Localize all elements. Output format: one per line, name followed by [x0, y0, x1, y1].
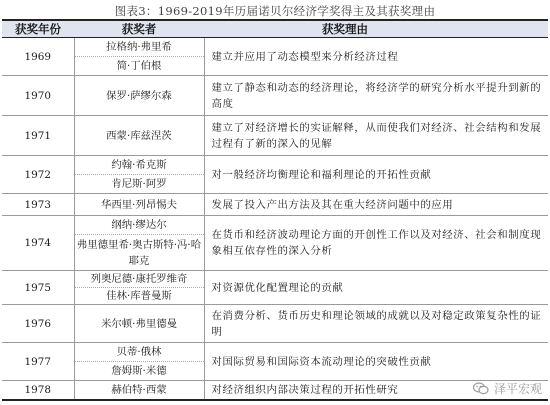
winner-cell: 弗里德里希·奥古斯特·冯·哈耶克 [74, 235, 204, 271]
table-row [2, 305, 548, 343]
header-winner: 获奖者 [74, 20, 204, 38]
winner-cell: 詹姆斯·米德 [74, 362, 204, 381]
table-row [2, 381, 548, 400]
table-row [2, 194, 548, 216]
year-cell: 1972 [2, 156, 74, 194]
winner-cell: 贝蒂·俄林 [74, 343, 204, 362]
table-row [2, 76, 548, 116]
reason-cell: 在货币和经济波动理论方面的开创性工作以及对经济、社会和制度现象相互依存性的深入分析 [204, 216, 548, 271]
wechat-icon [473, 382, 489, 395]
year-cell: 1975 [2, 271, 74, 305]
year-cell: 1971 [2, 116, 74, 156]
reason-cell: 建立了静态和动态的经济理论，将经济学的研究分析水平提升到新的高度 [204, 76, 548, 116]
table-row [2, 271, 548, 288]
nobel-prize-table [2, 19, 548, 401]
winner-cell: 列奥尼德·康托罗维奇 [74, 271, 204, 288]
table-row [2, 343, 548, 362]
reason-cell: 对资源优化配置理论的贡献 [204, 271, 548, 305]
winner-cell: 米尔顿·弗里德曼 [74, 305, 204, 343]
year-cell: 1978 [2, 381, 74, 400]
reason-cell: 建立并应用了动态模型来分析经济过程 [204, 38, 548, 76]
year-cell: 1969 [2, 38, 74, 76]
reason-cell: 对一般经济均衡理论和福利理论的开拓性贡献 [204, 156, 548, 194]
winner-cell: 简·丁伯根 [74, 57, 204, 76]
winner-cell: 西蒙·库兹涅茨 [74, 116, 204, 156]
table-caption: 图表3：1969-2019年历届诺贝尔经济学奖得主及其获奖理由 [114, 4, 436, 18]
reason-cell: 发展了投入产出方法及其在重大经济问题中的应用 [204, 194, 548, 216]
winner-cell: 佳林·库普曼斯 [74, 288, 204, 305]
table-row [2, 216, 548, 235]
winner-cell: 纲纳·缪达尔 [74, 216, 204, 235]
year-cell: 1977 [2, 343, 74, 381]
table-row [2, 156, 548, 175]
winner-cell: 拉格纳·弗里希 [74, 38, 204, 57]
header-reason: 获奖理由 [204, 20, 548, 38]
table-row [2, 38, 548, 57]
winner-cell: 华西里·列昂惕夫 [74, 194, 204, 216]
year-cell: 1970 [2, 76, 74, 116]
wechat-watermark [473, 380, 542, 397]
reason-cell: 建立了对经济增长的实证解释，从而使我们对经济、社会结构和发展过程有了新的深入的见解 [204, 116, 548, 156]
year-cell: 1974 [2, 216, 74, 271]
reason-cell: 对经济组织内部决策过程的开拓性研究 [204, 381, 548, 400]
table-header-row [2, 20, 548, 38]
winner-cell: 约翰·希克斯 [74, 156, 204, 175]
winner-cell: 肯尼斯·阿罗 [74, 175, 204, 194]
winner-cell: 保罗·萨缪尔森 [74, 76, 204, 116]
watermark-text: 泽平宏观 [493, 382, 542, 396]
reason-cell: 在消费分析、货币历史和理论领域的成就以及对稳定政策复杂性的证明 [204, 305, 548, 343]
table-row [2, 116, 548, 156]
reason-cell: 对国际贸易和国际资本流动理论的突破性贡献 [204, 343, 548, 381]
header-year: 获奖年份 [2, 20, 74, 38]
winner-cell: 赫伯特·西蒙 [74, 381, 204, 400]
year-cell: 1973 [2, 194, 74, 216]
year-cell: 1976 [2, 305, 74, 343]
